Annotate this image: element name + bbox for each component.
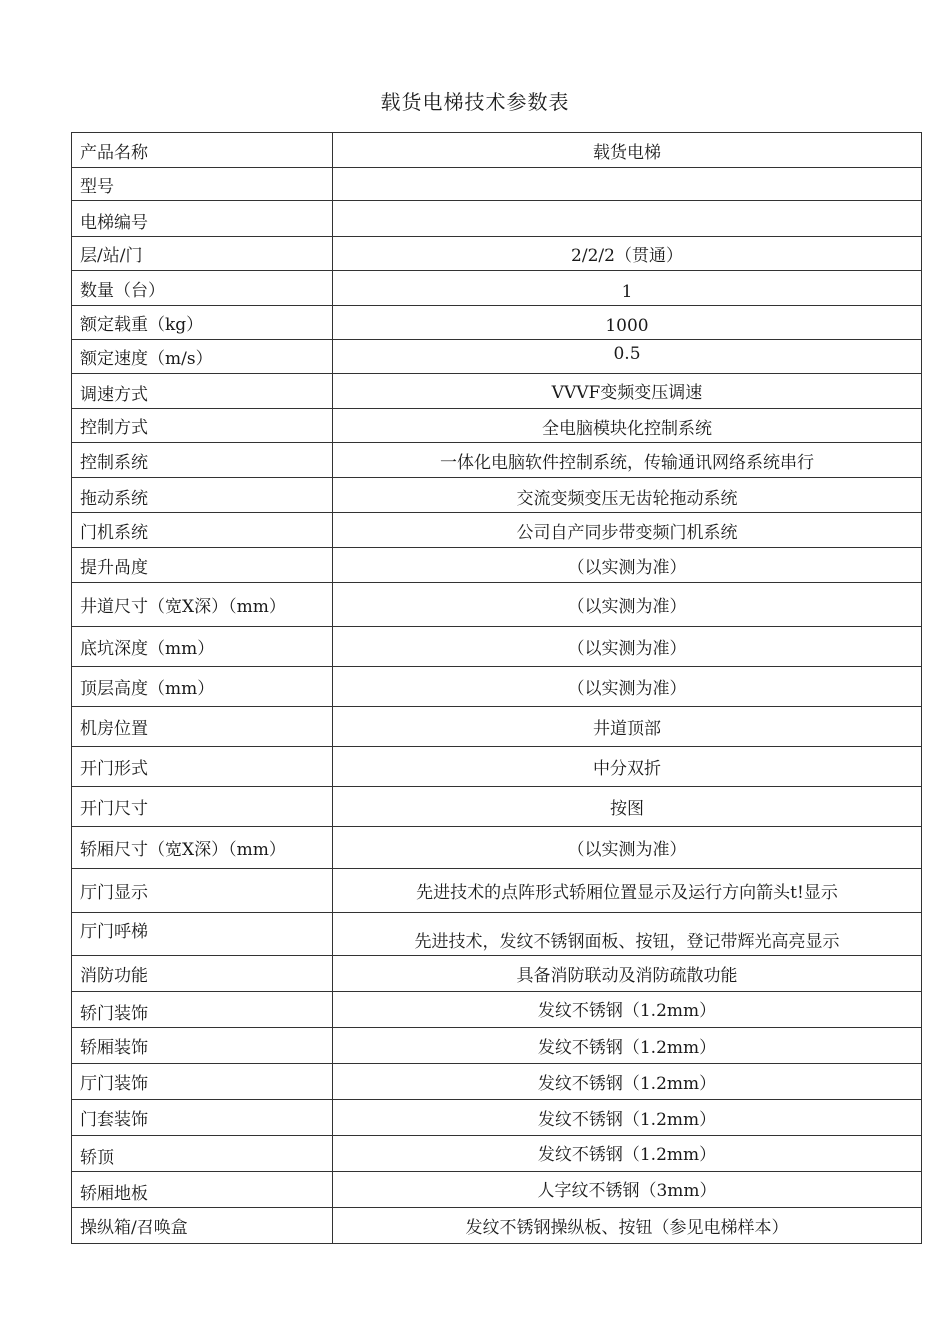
param-name: 操纵箱/召唤盒 (72, 1208, 333, 1244)
param-value: 全电脑模块化控制系统 (333, 409, 922, 443)
param-name: 额定速度（m/s） (72, 340, 333, 374)
table-row (72, 1136, 922, 1172)
param-name: 轿厢地板 (72, 1172, 333, 1208)
param-name: 门套装饰 (72, 1100, 333, 1136)
table-row (72, 201, 922, 237)
param-value: 1 (333, 271, 922, 306)
param-name: 产品名称 (72, 133, 333, 168)
param-value (333, 168, 922, 201)
table-row (72, 1100, 922, 1136)
param-value: 发纹不锈钢（1.2mm） (333, 1064, 922, 1100)
table-row (72, 913, 922, 956)
spec-table (71, 132, 922, 1244)
param-value: 先进技术，发纹不锈钢面板、按钮，登记带辉光高亮显示 (333, 913, 922, 956)
table-row (72, 271, 922, 306)
param-value: 发纹不锈钢操纵板、按钮（参见电梯样本） (333, 1208, 922, 1244)
param-value: 人字纹不锈钢（3mm） (333, 1172, 922, 1208)
table-row (72, 168, 922, 201)
document-title: 载货电梯技术参数表 (380, 90, 570, 114)
param-value: 0.5 (333, 340, 922, 374)
param-value: 按图 (333, 787, 922, 827)
param-value: 发纹不锈钢（1.2mm） (333, 992, 922, 1028)
param-name: 底坑深度（mm） (72, 627, 333, 667)
param-value: 2/2/2（贯通） (333, 237, 922, 271)
param-name: 门机系统 (72, 513, 333, 548)
param-name: 提升咼度 (72, 548, 333, 583)
table-row (72, 627, 922, 667)
param-name: 型号 (72, 168, 333, 201)
param-value: 先进技术的点阵形式轿厢位置显示及运行方向箭头t!显示 (333, 869, 922, 913)
param-name: 开门形式 (72, 747, 333, 787)
table-row (72, 869, 922, 913)
param-name: 轿顶 (72, 1136, 333, 1172)
param-value: 一体化电脑软件控制系统，传输通讯网络系统串行 (333, 443, 922, 478)
table-row (72, 548, 922, 583)
table-row (72, 707, 922, 747)
param-name: 轿门装饰 (72, 992, 333, 1028)
table-row (72, 583, 922, 627)
param-value: 1000 (333, 306, 922, 340)
table-row (72, 133, 922, 168)
param-value: 载货电梯 (333, 133, 922, 168)
param-value: 公司自产同步带变频门机系统 (333, 513, 922, 548)
param-value: 中分双折 (333, 747, 922, 787)
table-row (72, 667, 922, 707)
param-name: 数量（台） (72, 271, 333, 306)
param-value: 发纹不锈钢（1.2mm） (333, 1136, 922, 1172)
param-name: 控制方式 (72, 409, 333, 443)
table-row (72, 1064, 922, 1100)
table-row (72, 443, 922, 478)
table-row (72, 787, 922, 827)
param-name: 机房位置 (72, 707, 333, 747)
param-value: （以实测为准） (333, 548, 922, 583)
table-row (72, 478, 922, 513)
param-value: 井道顶部 (333, 707, 922, 747)
param-name: 轿厢装饰 (72, 1028, 333, 1064)
param-value: （以实测为准） (333, 627, 922, 667)
param-value: 发纹不锈钢（1.2mm） (333, 1100, 922, 1136)
param-name: 层/站/门 (72, 237, 333, 271)
param-name: 额定载重（kg） (72, 306, 333, 340)
param-name: 厅门呼梯 (72, 913, 333, 956)
param-name: 轿厢尺寸（宽X深）（mm） (72, 827, 333, 869)
table-row (72, 237, 922, 271)
param-name: 消防功能 (72, 956, 333, 992)
table-row (72, 340, 922, 374)
param-value: 发纹不锈钢（1.2mm） (333, 1028, 922, 1064)
param-name: 调速方式 (72, 374, 333, 409)
param-value: 交流变频变压无齿轮拖动系统 (333, 478, 922, 513)
table-row (72, 306, 922, 340)
table-row (72, 1028, 922, 1064)
param-value (333, 201, 922, 237)
param-name: 井道尺寸（宽X深）（mm） (72, 583, 333, 627)
param-value: （以实测为准） (333, 583, 922, 627)
table-row (72, 747, 922, 787)
param-value: （以实测为准） (333, 667, 922, 707)
param-value: （以实测为准） (333, 827, 922, 869)
table-row (72, 1172, 922, 1208)
param-value: VVVF变频变压调速 (333, 374, 922, 409)
table-row (72, 956, 922, 992)
param-value: 具备消防联动及消防疏散功能 (333, 956, 922, 992)
param-name: 控制系统 (72, 443, 333, 478)
param-name: 顶层高度（mm） (72, 667, 333, 707)
table-row (72, 374, 922, 409)
table-row (72, 992, 922, 1028)
param-name: 厅门装饰 (72, 1064, 333, 1100)
param-name: 电梯编号 (72, 201, 333, 237)
param-name: 厅门显示 (72, 869, 333, 913)
param-name: 拖动系统 (72, 478, 333, 513)
table-row (72, 513, 922, 548)
table-row (72, 827, 922, 869)
param-name: 开门尺寸 (72, 787, 333, 827)
table-row (72, 1208, 922, 1244)
table-row (72, 409, 922, 443)
